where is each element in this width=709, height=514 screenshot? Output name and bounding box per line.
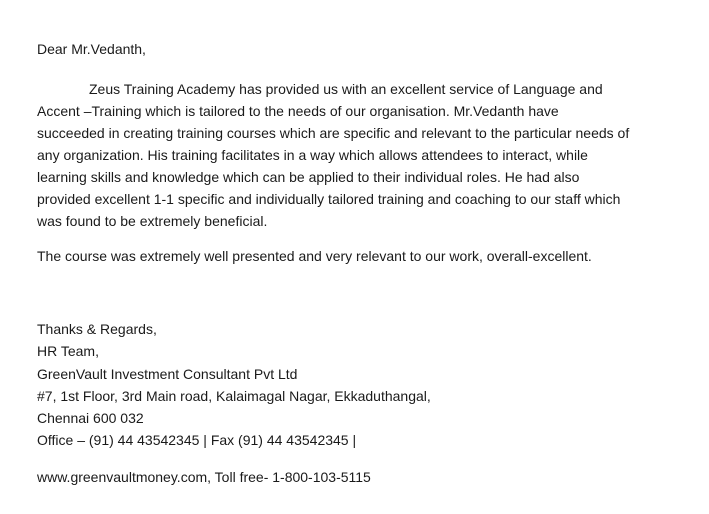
team-name: HR Team, [37, 343, 99, 359]
paragraph-1-line-3: succeeded in creating training courses which are specific and relevant to the particular needs of [37, 125, 630, 141]
paragraph-1-line-2: Accent –Training which is tailored to the needs of our organisation. Mr.Vedanth have [37, 103, 559, 119]
paragraph-1-line-1: Zeus Training Academy has provided us with an excellent service of Language and [89, 81, 603, 97]
company-name: GreenVault Investment Consultant Pvt Ltd [37, 366, 298, 382]
paragraph-1-line-6: provided excellent 1-1 specific and individually tailored training and coaching to our staff which [37, 191, 621, 207]
paragraph-2: The course was extremely well presented and very relevant to our work, overall-excellent. [37, 248, 592, 264]
phone-fax: Office – (91) 44 43542345 | Fax (91) 44 43542345 | [37, 432, 357, 448]
footer-contact: www.greenvaultmoney.com, Toll free- 1-800-103-5115 [37, 469, 371, 485]
address-line-1: #7, 1st Floor, 3rd Main road, Kalaimagal Nagar, Ekkaduthangal, [37, 388, 431, 404]
salutation: Dear Mr.Vedanth, [37, 41, 146, 57]
paragraph-1-line-5: learning skills and knowledge which can be applied to their individual roles. He had also [37, 169, 580, 185]
paragraph-1-line-4: any organization. His training facilitates in a way which allows attendees to interact, while [37, 147, 588, 163]
paragraph-1-line-7: was found to be extremely beneficial. [37, 213, 268, 229]
closing: Thanks & Regards, [37, 321, 157, 337]
address-line-2: Chennai 600 032 [37, 410, 144, 426]
